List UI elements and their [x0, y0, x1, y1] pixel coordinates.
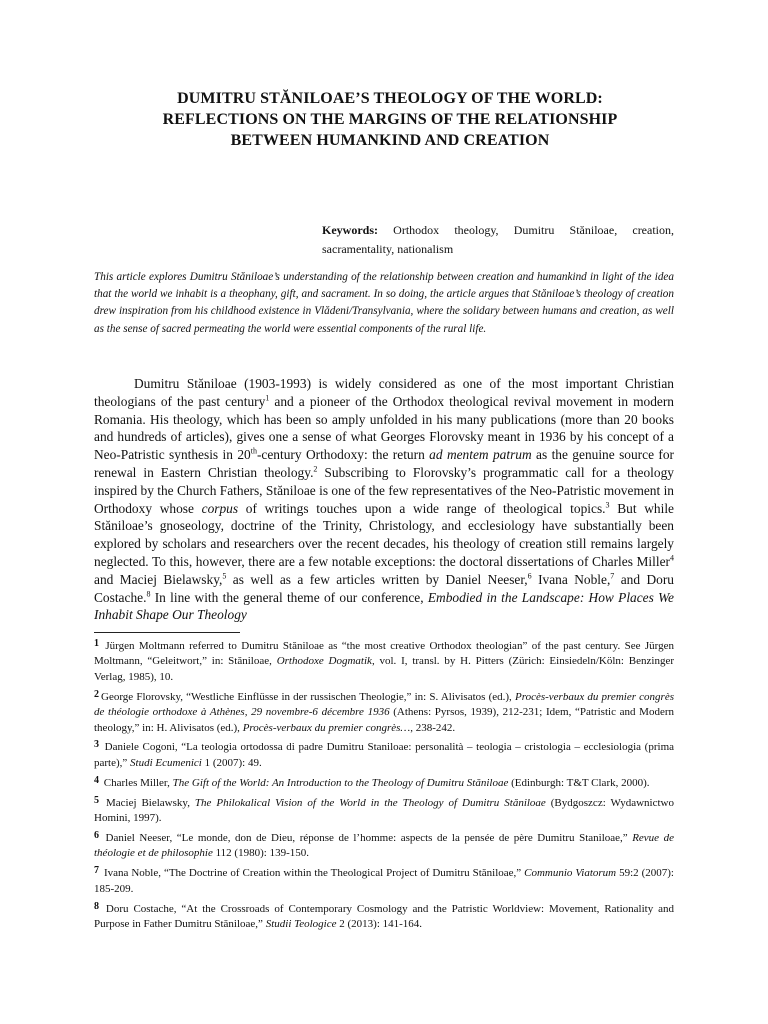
footnote-ref-7[interactable]: 7 — [610, 571, 615, 581]
footnote-divider — [94, 632, 240, 633]
keywords-text: Orthodox theology, Dumitru Stăniloae, creation, sacramentality, nationalism — [322, 223, 675, 256]
footnote-2: 2 George Florovsky, “Westliche Einflüsse in der russischen Theologie,” in: S. Alivisatos (ed.), Procès-verbaux du premier congrès de théologie orthodoxe à Athènes, 29 novembre-6 décembre 1936 (Athens: Pyrsos, 1939), 212-231; Idem, “Patristic and Modern theology,” in: H. Alivisatos (ed.), Procès-verbaux du premier congrès…, 238-242. — [94, 688, 674, 734]
footnote-ref-8[interactable]: 8 — [146, 589, 151, 599]
footnote-3: 3 Daniele Cogoni, “La teologia ortodossa di padre Dumitru Staniloae: personalità – teologia – cristologia – ecclesiologia (prima parte),” Studi Ecumenici 1 (2007): 49. — [94, 739, 675, 769]
keywords-label: Keywords: — [322, 223, 378, 237]
footnote-8: 8 Doru Costache, “At the Crossroads of Contemporary Cosmology and the Patristic Worldview: Movement, Rationality and Purpose in Father Dumitru Stăniloae,” Studii Teologice 2 (2013): 141-164. — [94, 900, 675, 930]
footnote-1: 1 Jürgen Moltmann referred to Dumitru Stăniloae as “the most creative Orthodox theologian” of the past century. See Jürgen Moltmann, “Geleitwort,” in: Stăniloae, Orthodoxe Dogmatik, vol. I, transl. by H. Pitters (Zürich: Einsiedeln/Köln: Benzinger Verlag, 1985), 10. — [94, 638, 674, 683]
paper-title — [100, 88, 680, 151]
body-text — [94, 375, 674, 624]
footnote-6: 6 Daniel Neeser, “Le monde, don de Dieu, réponse de l’homme: aspects de la pensée de père Dumitru Staniloae,” Revue de théologie et de philosophie 112 (1980): 139-150. — [94, 829, 674, 860]
footnote-ref-6[interactable]: 6 — [527, 571, 532, 581]
footnote-ref-3[interactable]: 3 — [605, 500, 610, 510]
footnote-ref-2[interactable]: 2 — [313, 464, 318, 474]
footnote-7: 7 Ivana Noble, “The Doctrine of Creation within the Theological Project of Dumitru Stăniloae,” Communio Viatorum 59:2 (2007): 185-209. — [94, 865, 674, 895]
footnotes — [94, 636, 674, 934]
footnote-ref-1[interactable]: 1 — [265, 393, 270, 403]
footnote-ref-4[interactable]: 4 — [670, 553, 674, 563]
title-line-1: DUMITRU STĂNILOAE’S THEOLOGY OF THE WORLD: — [177, 90, 603, 107]
body-paragraph: Dumitru Stăniloae (1903-1993) is widely considered as one of the most important Christian theologians of the past century$^1$ and a pioneer of the Orthodox theological revival movement in modern Romania. His theology, which has been so amply unfolded in his many publications (more than 20 books and hundreds of articles), gives one a sense of what Georges Florovsky meant in 1936 by his concept of a Neo-Patristic synthesis in 20th-century Orthodoxy: the return ad mentem patrum as the genuine source for renewal in Eastern Christian theology.$^2$ Subscribing to Florovsky’s programmatic call for a theology inspired by the Church Fathers, Stăniloae is one of the few representatives of the Neo-Patristic movement in Orthodoxy whose corpus of writings touches upon a wide range of theological topics.$^3$ But while Stăniloae’s gnoseology, doctrine of the Trinity, Christology, and ecclesiology have substantially been explored by scholars and researchers over the recent decades, his theology of creation still remains largely neglected. To this, however, there are a few notable exceptions: the doctoral dissertations of Charles Miller$^4$ and Maciej Bielawsky,$^5$ as well as a few articles written by Daniel Neeser,$^6$ Ivana Noble,$^7$ and Doru Costache.$^8$ In line with the general theme of our conference, Embodied in the Landscape: How Places We Inhabit Shape Our Theology — [94, 376, 675, 623]
abstract: This article explores Dumitru Stăniloae’s understanding of the relationship between creation and humankind in light of the idea that the world we inhabit is a theophany, gift, and sacrament. In so doing, the article argues that Stăniloae’s theology of creation drew inspiration from his childhood existence in Vlădeni/Transylvania, where the solidary between humans and creation, as well as the sense of sacred permeating the world were essential components of the rural life. — [94, 271, 674, 335]
footnote-5: 5 Maciej Bielawsky, The Philokalical Vision of the World in the Theology of Dumitru Stăniloae (Bydgoszcz: Wydawnictwo Homini, 1997). — [94, 794, 674, 825]
keywords — [322, 221, 674, 259]
footnote-ref-5[interactable]: 5 — [222, 571, 227, 581]
footnote-4: 4 Charles Miller, The Gift of the World: An Introduction to the Theology of Dumitru Stăniloae (Edinburgh: T&T Clark, 2000). — [94, 774, 650, 789]
title-line-3: BETWEEN HUMANKIND AND CREATION — [230, 132, 550, 149]
title-line-2: REFLECTIONS ON THE MARGINS OF THE RELATIONSHIP — [162, 111, 618, 128]
